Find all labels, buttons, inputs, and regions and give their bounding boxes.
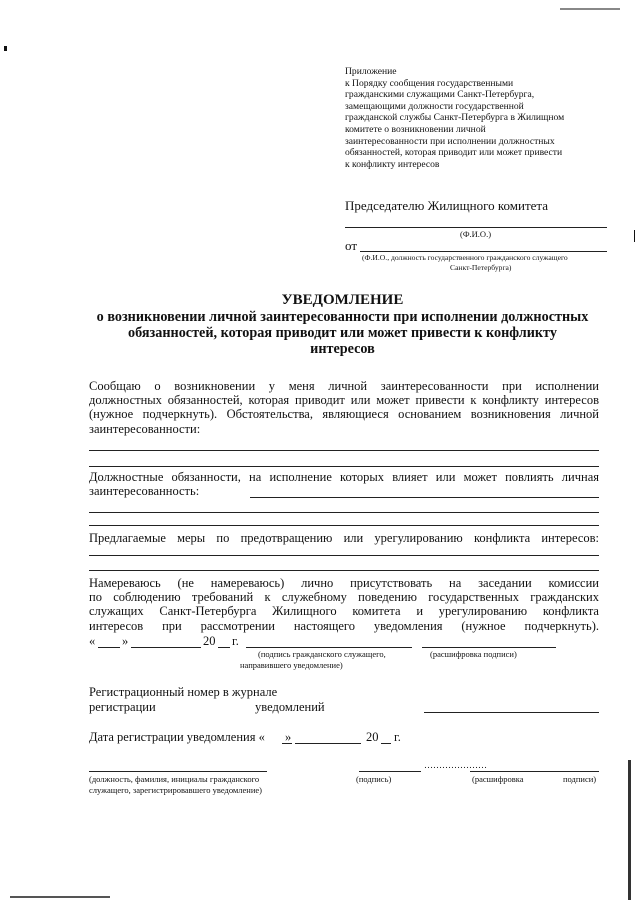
appendix-line: Приложение xyxy=(345,66,397,77)
appendix-line: замещающими должности государственной xyxy=(345,100,524,112)
appendix-line: гражданскими служащими Санкт-Петербурга, xyxy=(345,89,535,101)
employee-decode-line[interactable] xyxy=(422,647,556,648)
from-label: от xyxy=(345,238,358,253)
registrar-position-caption-2: служащего, зарегистрировавшего уведомление) xyxy=(89,785,263,795)
para1-line-3: (нужное подчеркнуть). Обстоятельства, являющиеся основанием возникновения личной xyxy=(89,407,599,422)
registrar-position-caption-1: (должность, фамилия, инициалы гражданского xyxy=(89,774,260,784)
para3-line-1: Предлагаемые меры по предотвращению или урегулированию конфликта интересов: xyxy=(89,531,599,545)
para2-line-2: заинтересованность: xyxy=(89,484,200,499)
date-year-suffix: г. xyxy=(232,634,239,648)
registration-label-b: уведомлений xyxy=(255,700,325,714)
fio-line[interactable] xyxy=(345,227,607,228)
registration-year-suffix: г. xyxy=(394,730,401,744)
date-open-quote: « xyxy=(89,634,96,648)
para2-line-1: Должностные обязанности, на исполнение которых влияет или может повлиять личная xyxy=(89,470,599,484)
registration-year-line[interactable] xyxy=(381,743,391,744)
date-month-line[interactable] xyxy=(131,647,201,648)
employee-signature-caption-2: направившего уведомление) xyxy=(240,660,343,670)
date-year: 20 xyxy=(203,634,216,648)
para4-line-1: Намереваюсь (не намереваюсь) лично присутствовать на заседании комиссии xyxy=(89,576,599,590)
measures-paragraph xyxy=(89,531,599,545)
registration-month-line[interactable] xyxy=(295,743,361,744)
appendix-line: гражданской службы Санкт-Петербурга в Жилищном xyxy=(345,112,565,124)
from-caption-1: (Ф.И.О., должность государственного гражданского служащего xyxy=(362,253,568,262)
scan-artifact-right-edge xyxy=(628,760,631,900)
registrar-signature-line[interactable] xyxy=(359,771,421,772)
registration-date-close: » xyxy=(285,730,292,744)
appendix-line: комитете о возникновении личной xyxy=(345,123,486,135)
appendix-line: заинтересованности при исполнении должностных xyxy=(345,135,555,147)
para1-line-4: заинтересованности: xyxy=(89,421,201,436)
para4-line-2: по соблюдению требований к служебному поведению государственных гражданских xyxy=(89,590,599,605)
para4-line-3: служащих Санкт-Петербурга Жилищного комитета и урегулированию конфликта xyxy=(89,604,599,619)
registrar-decode-caption-a: (расшифровка xyxy=(472,774,524,784)
registrar-position-line[interactable] xyxy=(89,771,267,772)
para1-line-2: должностных обязанностей, которая приводит или может привести к конфликту интересов xyxy=(89,393,599,408)
registrar-signature-caption: (подпись) xyxy=(356,774,392,784)
measures-line-2[interactable] xyxy=(89,570,599,571)
appendix-line: обязанностей, которая приводит или может привести xyxy=(345,147,563,159)
appendix-line: к конфликту интересов xyxy=(345,158,440,170)
scan-artifact-right-tick xyxy=(634,230,635,242)
appendix-line: к Порядку сообщения государственными xyxy=(345,77,514,89)
para1-line-1: Сообщаю о возникновении у меня личной заинтересованности при исполнении xyxy=(89,379,599,393)
registration-label-a: регистрации xyxy=(89,700,156,714)
date-year-line[interactable] xyxy=(218,647,230,648)
duties-line-3[interactable] xyxy=(89,525,599,526)
title-line-3: интересов xyxy=(310,341,375,358)
addressee-title: Председателю Жилищного комитета xyxy=(345,198,549,213)
registrar-decode-caption-b: подписи) xyxy=(563,774,597,784)
circumstances-paragraph xyxy=(89,379,599,436)
registration-date-label: Дата регистрации уведомления « xyxy=(89,730,265,744)
circumstances-line-1[interactable] xyxy=(89,450,599,451)
title-main: УВЕДОМЛЕНИЕ xyxy=(281,292,404,308)
registration-dots: ………………… xyxy=(424,760,487,770)
employee-decode-caption: (расшифровка подписи) xyxy=(430,649,517,659)
fio-caption: (Ф.И.О.) xyxy=(460,229,492,239)
employee-signature-caption-1: (подпись гражданского служащего, xyxy=(258,649,386,659)
employee-signature-line[interactable] xyxy=(246,647,412,648)
registration-number-line[interactable] xyxy=(424,712,599,713)
duties-paragraph xyxy=(89,470,599,498)
para4-line-4: интересов при рассмотрении настоящего уведомления (нужное подчеркнуть). xyxy=(89,618,599,633)
document-title xyxy=(80,291,605,358)
title-line-1: о возникновении личной заинтересованности при исполнении должностных xyxy=(96,309,589,325)
date-close-quote: » xyxy=(122,634,129,648)
registration-year: 20 xyxy=(366,730,379,744)
scan-artifact-bottom xyxy=(10,896,110,898)
duties-line-1[interactable] xyxy=(250,497,599,498)
duties-line-2[interactable] xyxy=(89,512,599,513)
date-day-line[interactable] xyxy=(98,647,120,648)
attendance-paragraph xyxy=(89,576,599,633)
measures-line-1[interactable] xyxy=(89,555,599,556)
from-caption-2: Санкт-Петербурга) xyxy=(450,263,512,272)
scan-artifact-top xyxy=(560,8,620,10)
registration-number-label: Регистрационный номер в журнале xyxy=(89,685,278,699)
appendix-note xyxy=(345,66,605,170)
scan-artifact-left-dot xyxy=(4,46,7,51)
title-line-2: обязанностей, которая приводит или может привести к конфликту xyxy=(128,325,557,342)
from-line[interactable] xyxy=(360,251,607,252)
registrar-decode-line[interactable] xyxy=(470,771,599,772)
circumstances-line-2[interactable] xyxy=(89,466,599,467)
